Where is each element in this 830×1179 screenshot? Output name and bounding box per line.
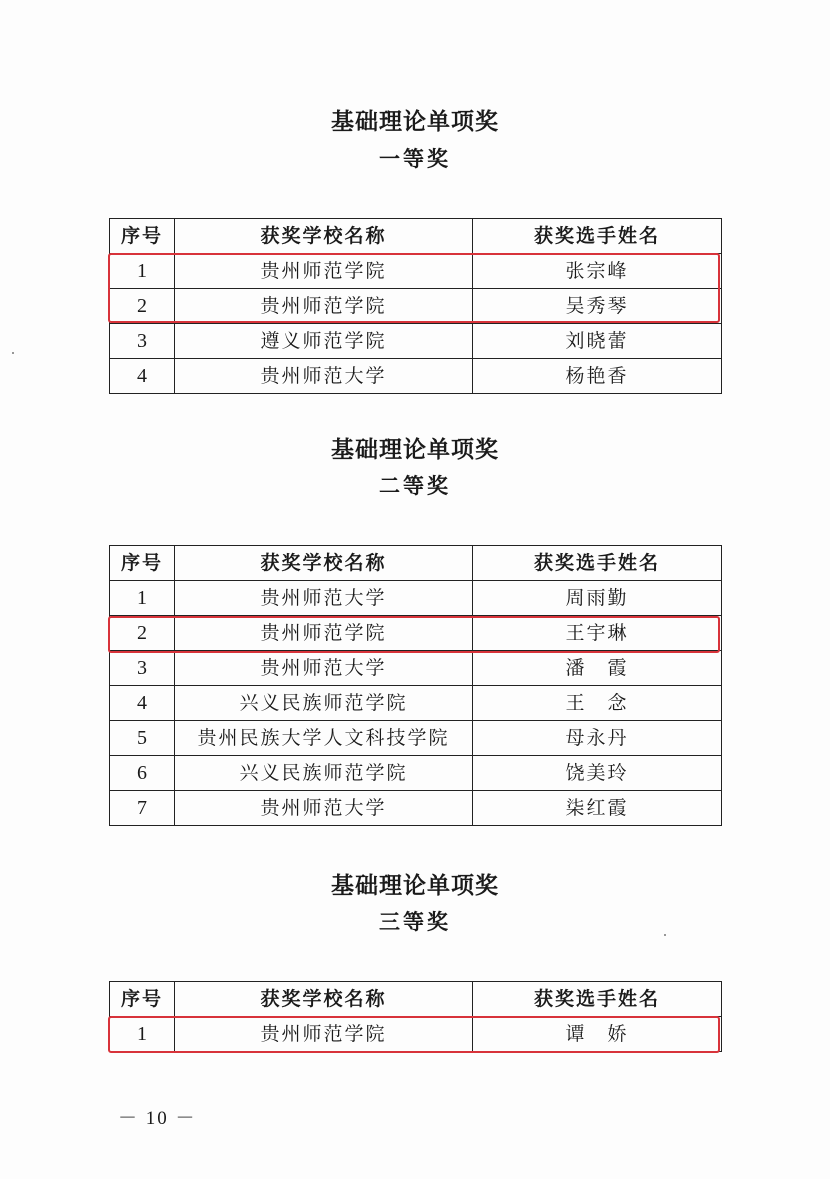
scan-speck bbox=[12, 352, 14, 354]
cell-school: 贵州师范学院 bbox=[175, 616, 473, 651]
cell-no: 5 bbox=[110, 721, 175, 756]
scan-speck bbox=[664, 934, 666, 936]
cell-name: 王宇琳 bbox=[473, 616, 722, 651]
cell-no: 1 bbox=[110, 254, 175, 289]
table-header-row bbox=[110, 546, 722, 581]
table-row bbox=[110, 756, 722, 791]
table-row bbox=[110, 686, 722, 721]
header-school: 获奖学校名称 bbox=[175, 219, 473, 254]
header-name: 获奖选手姓名 bbox=[473, 546, 722, 581]
table-row bbox=[110, 651, 722, 686]
award-table-first-prize bbox=[109, 218, 722, 394]
header-no: 序号 bbox=[110, 546, 175, 581]
header-school: 获奖学校名称 bbox=[175, 982, 473, 1017]
cell-school: 贵州师范大学 bbox=[175, 359, 473, 394]
cell-school: 贵州师范学院 bbox=[175, 254, 473, 289]
cell-no: 3 bbox=[110, 324, 175, 359]
page-number: － 10 － bbox=[118, 1108, 197, 1129]
table-header-row bbox=[110, 219, 722, 254]
cell-name: 潘 霞 bbox=[473, 651, 722, 686]
table-row bbox=[110, 324, 722, 359]
cell-school: 贵州师范学院 bbox=[175, 289, 473, 324]
award-table-second-prize bbox=[109, 545, 722, 826]
cell-name: 杨艳香 bbox=[473, 359, 722, 394]
cell-school: 兴义民族师范学院 bbox=[175, 756, 473, 791]
cell-no: 7 bbox=[110, 791, 175, 826]
cell-school: 贵州师范大学 bbox=[175, 651, 473, 686]
table-row bbox=[110, 791, 722, 826]
table-row bbox=[110, 616, 722, 651]
cell-school: 贵州师范大学 bbox=[175, 791, 473, 826]
table-row bbox=[110, 254, 722, 289]
header-name: 获奖选手姓名 bbox=[473, 982, 722, 1017]
cell-school: 贵州师范学院 bbox=[175, 1017, 473, 1052]
section-1-subtitle: 一等奖 bbox=[379, 147, 451, 171]
section-3-subtitle: 三等奖 bbox=[379, 910, 451, 934]
cell-no: 1 bbox=[110, 581, 175, 616]
table-row bbox=[110, 1017, 722, 1052]
table-row bbox=[110, 289, 722, 324]
cell-name: 周雨勤 bbox=[473, 581, 722, 616]
header-name: 获奖选手姓名 bbox=[473, 219, 722, 254]
section-2-subtitle: 二等奖 bbox=[379, 474, 451, 498]
section-2-title: 基础理论单项奖 bbox=[331, 437, 499, 463]
cell-name: 饶美玲 bbox=[473, 756, 722, 791]
cell-name: 柒红霞 bbox=[473, 791, 722, 826]
cell-no: 4 bbox=[110, 686, 175, 721]
cell-no: 2 bbox=[110, 616, 175, 651]
cell-school: 兴义民族师范学院 bbox=[175, 686, 473, 721]
cell-no: 6 bbox=[110, 756, 175, 791]
table-header-row bbox=[110, 982, 722, 1017]
section-1-title: 基础理论单项奖 bbox=[331, 109, 499, 135]
cell-no: 3 bbox=[110, 651, 175, 686]
table-row bbox=[110, 581, 722, 616]
header-no: 序号 bbox=[110, 219, 175, 254]
cell-no: 4 bbox=[110, 359, 175, 394]
table-row bbox=[110, 721, 722, 756]
cell-name: 吴秀琴 bbox=[473, 289, 722, 324]
cell-school: 贵州民族大学人文科技学院 bbox=[175, 721, 473, 756]
cell-name: 母永丹 bbox=[473, 721, 722, 756]
cell-name: 张宗峰 bbox=[473, 254, 722, 289]
section-3-title: 基础理论单项奖 bbox=[331, 873, 499, 899]
cell-school: 遵义师范学院 bbox=[175, 324, 473, 359]
award-table-third-prize bbox=[109, 981, 722, 1052]
cell-name: 王 念 bbox=[473, 686, 722, 721]
cell-school: 贵州师范大学 bbox=[175, 581, 473, 616]
table-row bbox=[110, 359, 722, 394]
cell-no: 1 bbox=[110, 1017, 175, 1052]
cell-no: 2 bbox=[110, 289, 175, 324]
cell-name: 刘晓蕾 bbox=[473, 324, 722, 359]
header-no: 序号 bbox=[110, 982, 175, 1017]
header-school: 获奖学校名称 bbox=[175, 546, 473, 581]
cell-name: 谭 娇 bbox=[473, 1017, 722, 1052]
